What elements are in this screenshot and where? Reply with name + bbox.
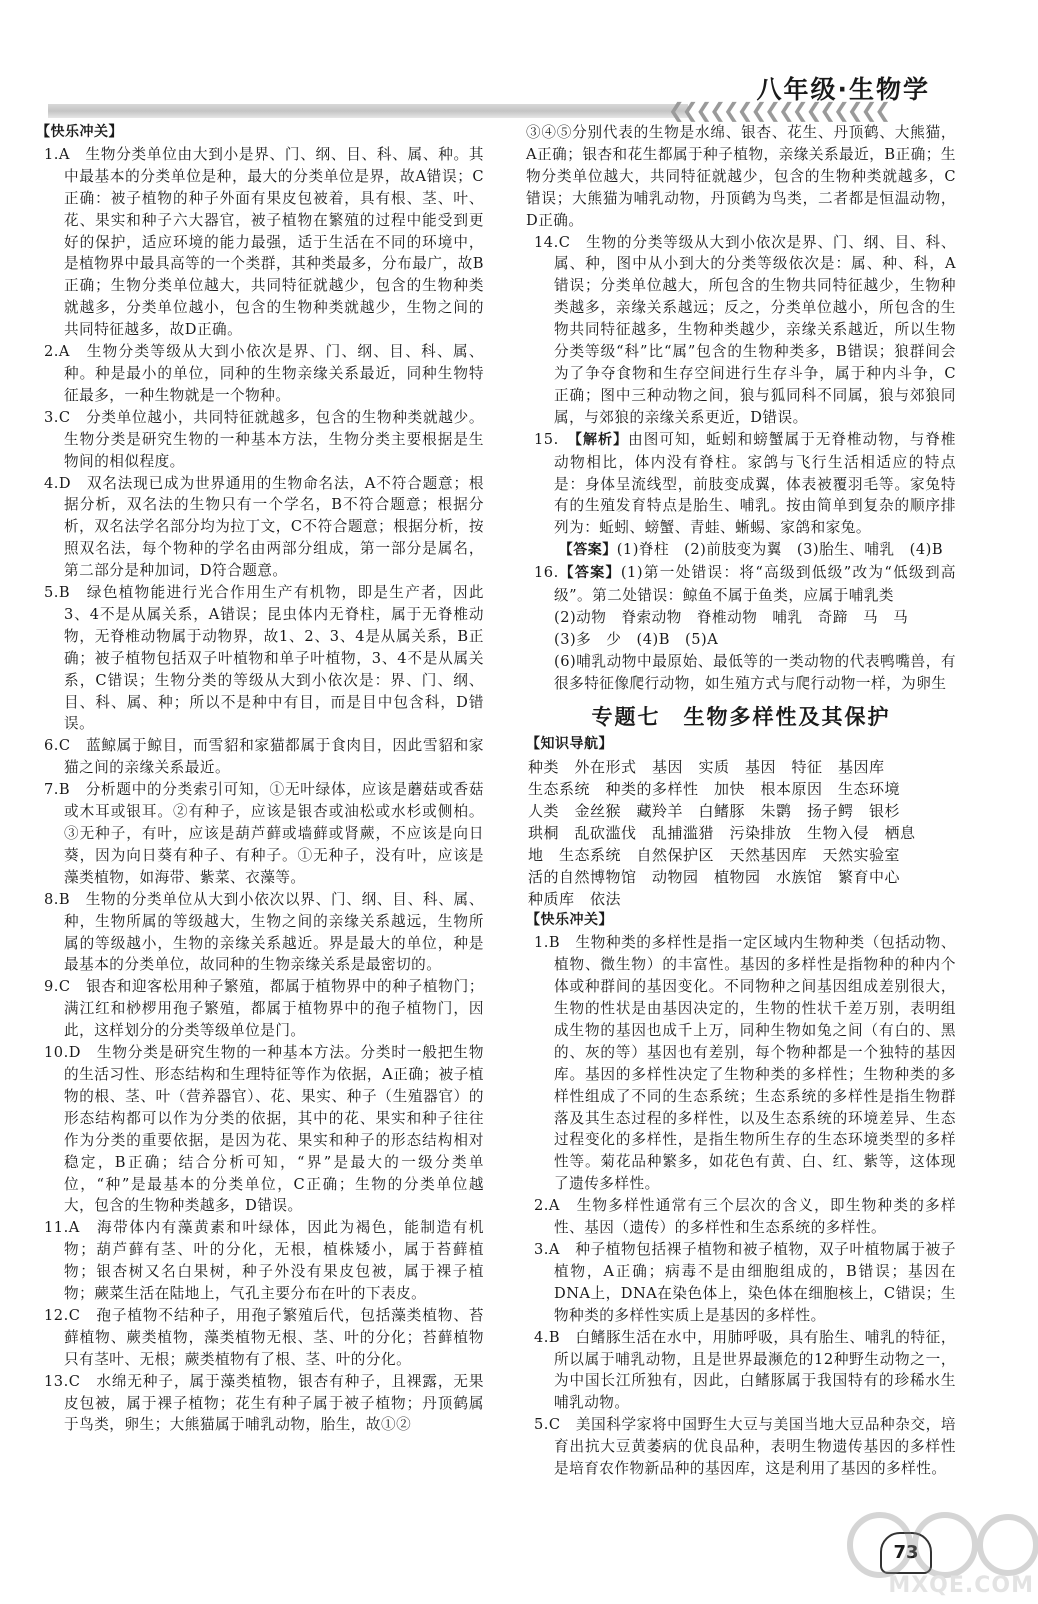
answer-text: 生物的分类等级从大到小依次是界、门、纲、目、科、属、种，图中从小到大的分类等级依次是：属、种、科，A错误；分类单位越大，所包含的生物共同特征越少，生物种类越多，亲缘关系越远；反之，分类单位越小，所包含的生物共同特征越多，生物种类越少，亲缘关系越近，所以生物分类等级“科”比“属”包含的生物种类多，B错误；狼群间会为了争夺食物和生存空间进行生存斗争，属于种内斗争，C正确；图中三种动物之间，狼与狐同科不同属，狼与郊狼同属，与郊狼的亲缘关系更近，D错误。 — [554, 233, 956, 426]
answer-number: 5.B — [44, 584, 71, 602]
answer-item — [36, 889, 484, 977]
answer-line: (2)动物 脊索动物 脊椎动物 哺乳 奇蹄 马 马 — [554, 608, 909, 626]
answer-number: 6.C — [44, 737, 71, 755]
keyword-line: 珙桐 乱砍滥伐 乱捕滥猎 污染排放 生物入侵 栖息 — [528, 824, 916, 843]
answer-item — [36, 735, 484, 779]
answer-text: 绿色植物能进行光合作用生产有机物，即是生产者，因此3、4不是从属关系，A错误；昆虫体内无脊柱，属于无脊椎动物，无脊椎动物属于动物界，故1、2、3、4是从属关系，B正确；被子植物包括双子叶植物和单子叶植物，3、4不是从属关系，C错误；生物分类的等级从大到小依次是：界、门、纲、目、科、属、种；所以不是种中有目，而是目中包含科，D错误。 — [64, 584, 484, 733]
section-heading: 【知识导航】 — [526, 736, 613, 753]
header-title: 八年级·生物学 — [756, 75, 930, 104]
answer-number: 15. — [534, 430, 559, 448]
answer-tag: 【解析】 — [574, 431, 629, 448]
answer-number: 1.B — [534, 934, 561, 952]
answer-text: 孢子植物不结种子，用孢子繁殖后代，包括藻类植物、苔藓植物、蕨类植物，藻类植物无根、茎、叶的分化；苔藓植物只有茎叶、无根；蕨类植物有了根、茎、叶的分化。 — [64, 1306, 484, 1368]
answer-text: 美国科学家将中国野生大豆与美国当地大豆品种杂交，培育出抗大豆黄萎病的优良品种，表明生物遗传基因的多样性是培育农作物新品种的基因库，这是利用了基因的多样性。 — [554, 1416, 956, 1478]
answer-item — [526, 562, 956, 607]
answer-text: 由图可知，蚯蚓和螃蟹属于无脊椎动物，与脊椎动物相比，体内没有脊柱。家鸽与飞行生活相适应的特点是：身体呈流线型，前肢变成翼，体表被覆羽毛等。家兔特有的生殖发育特点是胎生、哺乳。按由简单到复杂的顺序排列为：蚯蚓、螃蟹、青蛙、蜥蜴、家鸽和家兔。 — [554, 430, 956, 537]
watermark-url: MXQE.COM — [888, 1573, 1034, 1598]
right-answer-list-2 — [526, 932, 956, 1480]
answer-text: 蓝鲸属于鲸目，而雪貂和家猫都属于食肉目，因此雪貂和家猫之间的亲缘关系最近。 — [64, 737, 484, 777]
answer-number: 3.C — [44, 408, 71, 426]
answer-text: 生物多样性通常有三个层次的含义，即生物种类的多样性、基因（遗传）的多样性和生态系统的多样性。 — [554, 1197, 956, 1237]
right-column — [526, 122, 956, 1480]
answer-text: (1)脊柱 (2)前肢变为翼 (3)胎生、哺乳 (4)B — [616, 541, 944, 559]
answer-item — [36, 341, 484, 407]
answer-number: 10.D — [44, 1044, 81, 1062]
keyword-line: 种质库 依法 — [528, 890, 622, 909]
keyword-line: 生态系统 种类的多样性 加快 根本原因 生态环境 — [528, 780, 901, 799]
header-rule — [48, 104, 688, 118]
answer-number: 4.D — [44, 474, 72, 492]
answer-line: (3)多 少 (4)B (5)A — [554, 630, 719, 648]
answer-number: 4.B — [534, 1328, 561, 1346]
keyword-line: 地 生态系统 自然保护区 天然基因库 天然实验室 — [528, 846, 901, 865]
answer-text: 银杏和迎客松用种子繁殖，都属于植物界中的种子植物门；满江红和桫椤用孢子繁殖，都属于植物界中的孢子植物门，因此，这样划分的分类等级单位是门。 — [64, 978, 484, 1040]
answer-item — [526, 1239, 956, 1327]
answer-item — [526, 1195, 956, 1239]
answer-text: 分类单位越小，共同特征就越多，包含的生物种类就越少。生物分类是研究生物的一种基本方法，生物分类主要根据是生物间的相似程度。 — [64, 408, 484, 470]
answer-text: 生物分类是研究生物的一种基本方法。分类时一般把生物的生活习性、形态结构和生理特征等作为依据，A正确；被子植物的根、茎、叶（营养器官）、花、果实、种子（生殖器官）的形态结构都可以作为分类的依据，其中的花、果实和种子往往作为分类的重要依据，是因为花、果实和种子的形态结构相对稳定，B正确；结合分析可知，“界”是最大的一级分类单位，“种”是最基本的分类单位，C正确；生物的分类单位越大，包含的生物种类越多，D错误。 — [64, 1044, 484, 1215]
answer-number: 3.A — [534, 1240, 560, 1258]
watermark — [740, 1500, 1038, 1600]
answer-item — [36, 144, 484, 341]
answer-number: 12.C — [44, 1306, 81, 1324]
answer-item — [526, 539, 956, 562]
answer-number: 5.C — [534, 1416, 561, 1434]
answer-text: 生物的分类单位从大到小依次以界、门、纲、目、科、属、种，生物所属的等级越大，生物之间的亲缘关系越远，生物所属的等级越小，生物的亲缘关系越近。界是最大的单位，种是最基本的分类单位，故同种的生物亲缘关系是最密切的。 — [64, 890, 484, 974]
answer-item — [36, 976, 484, 1042]
page-number: 73 — [880, 1532, 932, 1574]
answer-text: 生物分类等级从大到小依次是界、门、纲、目、科、属、种。种是最小的单位，同种的生物亲缘关系最近，同种生物特征最多，一种生物就是一个物种。 — [64, 343, 484, 404]
answer-number: 14.C — [534, 233, 571, 251]
answer-item — [36, 473, 484, 583]
keyword-line: 种类 外在形式 基因 实质 基因 特征 基因库 — [528, 758, 885, 777]
answer-item — [36, 1217, 484, 1305]
right-answer-list — [526, 232, 956, 540]
section-heading: 【快乐冲关】 — [526, 912, 613, 929]
topic-title: 专题七 生物多样性及其保护 — [591, 704, 891, 729]
answer-number: 9.C — [44, 978, 71, 996]
answer-item — [36, 1371, 484, 1437]
answer-number: 7.B — [44, 781, 71, 799]
answer-item — [36, 779, 484, 889]
keyword-list — [526, 756, 956, 910]
answer-item — [526, 429, 956, 540]
answer-item — [526, 1327, 956, 1415]
answer-item — [36, 1305, 484, 1371]
answer-text: 白鳍豚生活在水中，用肺呼吸，具有胎生、哺乳的特征，所以属于哺乳动物，且是世界最濒危的12种野生动物之一，为中国长江所独有，因此，白鳍豚属于我国特有的珍稀水生哺乳动物。 — [554, 1328, 956, 1412]
keyword-line: 人类 金丝猴 藏羚羊 白鳍豚 朱鹮 扬子鳄 银杉 — [528, 802, 901, 821]
left-column — [36, 122, 484, 1436]
answer-item — [36, 582, 484, 735]
answer-text: 分析题中的分类索引可知，①无叶绿体，应该是蘑菇或香菇或木耳或银耳。②有种子，应该是银杏或油松或水杉或侧柏。③无种子，有叶，应该是葫芦藓或墙藓或肾蕨，不应该是向日葵，因为向日葵有种子、有种子。①无种子，没有叶，应该是藻类植物，如海带、紫菜、衣藻等。 — [64, 781, 484, 886]
answer-item — [526, 232, 956, 429]
answer-text: 双名法现已成为世界通用的生物命名法，A不符合题意；根据分析，双名法的生物只有一个学名，B不符合题意；根据分析，双名法学名部分均为拉丁文，C不符合题意；根据分析，按照双名法，每个物种的学名由两部分组成，第一部分是属名，第二部分是种加词，D符合题意。 — [64, 474, 484, 580]
answer-number: 11.A — [44, 1219, 80, 1237]
answer-text: 种子植物包括裸子植物和被子植物，双子叶植物属于被子植物，A正确；病毒不是由细胞组成的，B错误；基因在DNA上，DNA在染色体上，染色体在细胞核上，C错误；生物种类的多样性实质上是基因的多样性。 — [554, 1240, 956, 1324]
answer-text: 海带体内有藻黄素和叶绿体，因此为褐色，能制造有机物；葫芦藓有茎、叶的分化，无根，植株矮小，属于苔藓植物；银杏树又名白果树，种子外没有果皮包被，属于裸子植物；蕨菜生活在陆地上，气孔主要分布在叶的下表皮。 — [64, 1219, 484, 1303]
answer-item — [36, 1042, 484, 1217]
answer-text: 生物种类的多样性是指一定区域内生物种类（包括动物、植物、微生物）的丰富性。基因的多样性是指物种的种内个体或种群间的基因变化。不同物种之间基因组成差别很大，生物的性状是由基因决定的，生物的性状千差万别，表明组成生物的基因也成千上万，同种生物如兔之间（有白的、黑的、灰的等）基因也有差别，每个物种都是一个独特的基因库。基因的多样性决定了生物种类的多样性；生物种类的多样性组成了不同的生态系统；生态系统的多样性是指生物群落及其生态过程的多样性，以及生态系统的环境差异、生态过程变化的多样性，是指生物所生存的生态环境类型的多样性等。菊花品种繁多，如花色有黄、白、红、紫等，这体现了遗传多样性。 — [554, 934, 956, 1193]
keyword-line: 活的自然博物馆 动物园 植物园 水族馆 繁育中心 — [528, 868, 901, 887]
answer-item — [36, 407, 484, 473]
answer-tag: 【答案】 — [558, 542, 617, 559]
answer-item — [526, 1414, 956, 1480]
answer-text: 生物分类单位由大到小是界、门、纲、目、科、属、种。其中最基本的分类单位是种，最大的分类单位是界，故A错误；C正确：被子植物的种子外面有果皮包被着，具有根、茎、叶、花、果实和种子六大器官，被子植物在繁殖的过程中能受到更好的保护，适应环境的能力最强，适于生活在不同的环境中，是植物界中最具高等的一个类群，其种类最多，分布最广，故B正确；生物分类单位越大，共同特征就越少，包含的生物种类就越多，分类单位越小，包含的生物种类就越少，生物之间的共同特征越多，故D正确。 — [64, 145, 484, 339]
answer-continuation: ③④⑤分别代表的生物是水绵、银杏、花生、丹顶鹤、大熊猫，A正确；银杏和花生都属于种子植物，亲缘关系最近，B正确；生物分类单位越大，共同特征就越少，包含的生物种类就越多，C错误；大熊猫为哺乳动物，丹顶鹤为鸟类，二者都是恒温动物，D正确。 — [526, 124, 956, 229]
answer-number: 2.A — [534, 1197, 560, 1215]
answer-text: (1)第一处错误：将“高级到低级”改为“低级到高级”。第二处错误：鲸鱼不属于鱼类，应属于哺乳类 — [554, 564, 956, 605]
answer-item — [526, 932, 956, 1195]
answer-number: 1.A — [44, 145, 70, 163]
answer-number: 13.C — [44, 1372, 81, 1390]
left-answer-list — [36, 144, 484, 1436]
header-chevron-decoration: ❮❮❮❮❮❮❮❮❮❮❮❮❮❮❮❮ — [668, 98, 889, 122]
answer-text: 水绵无种子，属于藻类植物，银杏有种子，且裸露，无果皮包被，属于裸子植物；花生有种子属于被子植物；丹顶鹤属于鸟类，卵生；大熊猫属于哺乳动物，胎生，故①② — [64, 1372, 484, 1434]
section-heading: 【快乐冲关】 — [36, 124, 123, 140]
answer-number: 8.B — [44, 890, 71, 908]
answer-number: 16. — [534, 564, 559, 582]
answer-tag: 【答案】 — [558, 565, 621, 582]
answer-number: 2.A — [44, 343, 70, 361]
answer-line: (6)哺乳动物中最原始、最低等的一类动物的代表鸭嘴兽，有很多特征像爬行动物，如生殖方式与爬行动物一样，为卵生 — [554, 652, 956, 692]
